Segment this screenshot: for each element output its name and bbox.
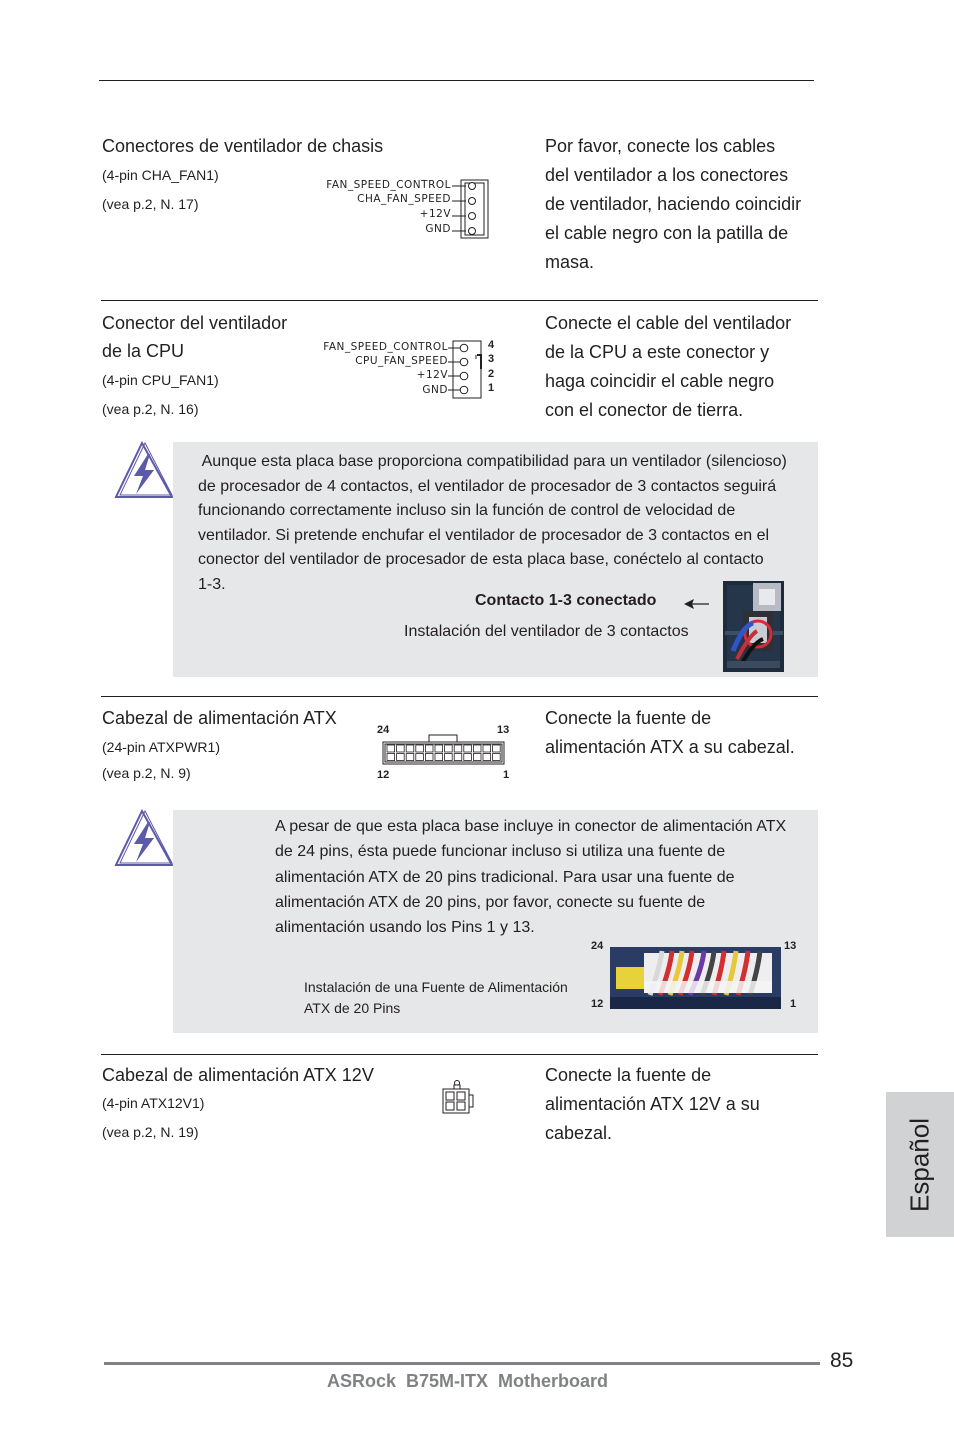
atx-pin-cell bbox=[445, 745, 453, 752]
pin-number: 3 bbox=[488, 353, 495, 365]
note-line: ventilador. Si pretende enchufar el ventilador de procesador de 3 contactos en el bbox=[198, 526, 770, 544]
desc-line: alimentación ATX 12V a su bbox=[545, 1094, 760, 1114]
cpu-fan-ref: (vea p.2, N. 16) bbox=[102, 401, 199, 417]
atx-desc bbox=[545, 704, 795, 762]
pin-label: CHA_FAN_SPEED bbox=[357, 193, 451, 205]
arrow-left-icon bbox=[682, 598, 710, 610]
pin-label: +12V bbox=[416, 369, 448, 381]
cpu-fan-desc bbox=[545, 309, 791, 425]
atx-pin-cell bbox=[416, 745, 424, 752]
desc-line: Por favor, conecte los cables bbox=[545, 136, 776, 156]
section-divider bbox=[101, 300, 818, 301]
atx12v-title: Cabezal de alimentación ATX 12V bbox=[102, 1065, 374, 1085]
note-line: de procesador de 4 contactos, el ventilador de procesador de 3 contactos seguirá bbox=[198, 477, 777, 495]
cha-fan-pin: (4-pin CHA_FAN1) bbox=[102, 167, 219, 183]
atx-pin-cell bbox=[445, 754, 453, 761]
desc-line: cabezal. bbox=[545, 1123, 613, 1143]
atx-pin-cell bbox=[406, 745, 414, 752]
atx-pin-cell bbox=[473, 754, 481, 761]
atx-pin-cell bbox=[435, 745, 443, 752]
pin-label: FAN_SPEED_CONTROL bbox=[323, 341, 448, 353]
atx-pin-cell bbox=[416, 754, 424, 761]
install-caption: Instalación del ventilador de 3 contactos bbox=[404, 623, 689, 640]
top-rule bbox=[99, 80, 814, 81]
section-divider bbox=[101, 1054, 818, 1055]
language-tab bbox=[886, 1092, 954, 1237]
desc-line: de la CPU a este conector y bbox=[545, 342, 770, 362]
note-line: alimentación usando los Pins 1 y 13. bbox=[275, 919, 535, 937]
warning-icon bbox=[112, 440, 176, 500]
atx-pin-cell bbox=[397, 754, 405, 761]
atx-24pin-icon bbox=[382, 734, 506, 766]
note-line: Aunque esta placa base proporciona compatibilidad para un ventilador (silencioso) bbox=[198, 453, 787, 470]
atx-note-text bbox=[275, 814, 820, 940]
atx-pin-cell bbox=[406, 754, 414, 761]
atx12v-pin: (4-pin ATX12V1) bbox=[102, 1095, 205, 1111]
atx-pin-cell bbox=[493, 745, 501, 752]
desc-line: alimentación ATX a su cabezal. bbox=[545, 737, 795, 757]
pin-label: GND bbox=[422, 384, 448, 396]
corner-label: 24 bbox=[377, 724, 390, 736]
atx-pin-cell bbox=[454, 754, 462, 761]
section-divider bbox=[101, 696, 818, 697]
desc-line: Conecte el cable del ventilador bbox=[545, 313, 792, 333]
atx-pin-cell bbox=[473, 745, 481, 752]
photo-label: 24 bbox=[591, 940, 604, 952]
atx-pin-cell bbox=[464, 754, 472, 761]
note-line: conector del ventilador de procesador de esta placa base, conéctelo al contacto bbox=[198, 551, 764, 568]
corner-label: 12 bbox=[377, 769, 390, 781]
atx-pin-cell bbox=[425, 745, 433, 752]
note-line: A pesar de que esta placa base incluye in conector de alimentación ATX bbox=[275, 818, 787, 835]
atx12v-ref: (vea p.2, N. 19) bbox=[102, 1124, 199, 1140]
language-label: Español bbox=[904, 1117, 935, 1212]
pin-number: 1 bbox=[488, 382, 495, 394]
cpu-fan-title-1: Conector del ventilador bbox=[102, 313, 288, 333]
atx12v-desc bbox=[545, 1061, 760, 1148]
cha-fan-pin-diagram bbox=[300, 178, 500, 242]
corner-label: 1 bbox=[503, 769, 510, 781]
photo-label: 13 bbox=[784, 940, 797, 952]
atx-pin-cell bbox=[483, 754, 491, 761]
caption-line: ATX de 20 Pins bbox=[304, 1000, 401, 1016]
note-line: alimentación ATX de 20 pins, por favor, conecte su fuente de bbox=[275, 893, 706, 911]
atx-pin-cell bbox=[464, 745, 472, 752]
pin-label: FAN_SPEED_CONTROL bbox=[326, 179, 451, 191]
cpu-fan-header-icon bbox=[448, 339, 488, 403]
desc-line: Conecte la fuente de bbox=[545, 1065, 712, 1085]
note-line: de 24 pins, ésta puede funcionar incluso si utiliza una fuente de bbox=[275, 843, 726, 861]
photo-label: 1 bbox=[790, 998, 797, 1010]
page-number: 85 bbox=[830, 1349, 854, 1372]
desc-line: Conecte la fuente de bbox=[545, 708, 712, 728]
desc-line: masa. bbox=[545, 252, 595, 272]
desc-line: con el conector de tierra. bbox=[545, 400, 744, 420]
atx-connector-diagram bbox=[370, 722, 520, 784]
fan-header-icon bbox=[452, 178, 492, 242]
atx-pin-cell bbox=[435, 754, 443, 761]
note-line: 1-3. bbox=[198, 575, 226, 593]
desc-line: de ventilador, haciendo coincidir bbox=[545, 194, 802, 214]
atx-pin-cell bbox=[387, 754, 395, 761]
cha-fan-ref: (vea p.2, N. 17) bbox=[102, 196, 199, 212]
atx12v-connector-icon bbox=[442, 1079, 476, 1115]
pin-label: CPU_FAN_SPEED bbox=[355, 355, 448, 367]
atx-pin-cell bbox=[454, 745, 462, 752]
atx-pin-cell bbox=[493, 754, 501, 761]
desc-line: haga coincidir el cable negro bbox=[545, 371, 775, 391]
cpu-fan-title-2: de la CPU bbox=[102, 341, 185, 361]
fan-note-text bbox=[198, 450, 823, 597]
cha-fan-title: Conectores de ventilador de chasis bbox=[102, 136, 384, 156]
note-line: alimentación ATX de 20 pins tradicional. Para usar una fuente de bbox=[275, 868, 735, 886]
footer-rule bbox=[104, 1362, 820, 1365]
atx-install-photo bbox=[610, 947, 781, 1009]
pin-label: +12V bbox=[419, 208, 451, 220]
pin-number: 2 bbox=[488, 368, 495, 380]
pin-number: 4 bbox=[488, 339, 495, 351]
photo-label: 12 bbox=[591, 998, 604, 1010]
caption-line: Instalación de una Fuente de Alimentación bbox=[304, 979, 568, 995]
atx-pin-cell bbox=[425, 754, 433, 761]
cpu-fan-pin: (4-pin CPU_FAN1) bbox=[102, 372, 219, 388]
cpu-fan-pin-diagram bbox=[300, 339, 510, 403]
atx-ref: (vea p.2, N. 9) bbox=[102, 765, 191, 781]
atx-caption bbox=[304, 977, 568, 1019]
footer-product: ASRock B75M-ITX Motherboard bbox=[327, 1371, 609, 1391]
pin-label: GND bbox=[425, 223, 451, 235]
note-line: funcionando correctamente incluso sin la función de control de velocidad de bbox=[198, 502, 736, 519]
atx-pin-cell bbox=[397, 745, 405, 752]
atx-pin-cell bbox=[483, 745, 491, 752]
desc-line: del ventilador a los conectores bbox=[545, 165, 789, 185]
atx-pin: (24-pin ATXPWR1) bbox=[102, 739, 220, 755]
fan-install-photo bbox=[723, 581, 784, 672]
contact-label: Contacto 1-3 conectado bbox=[475, 592, 657, 609]
cha-fan-desc bbox=[545, 132, 801, 277]
corner-label: 13 bbox=[497, 724, 510, 736]
atx-title: Cabezal de alimentación ATX bbox=[102, 708, 337, 728]
desc-line: el cable negro con la patilla de bbox=[545, 223, 789, 243]
atx-pin-cell bbox=[387, 745, 395, 752]
warning-icon bbox=[112, 808, 176, 868]
